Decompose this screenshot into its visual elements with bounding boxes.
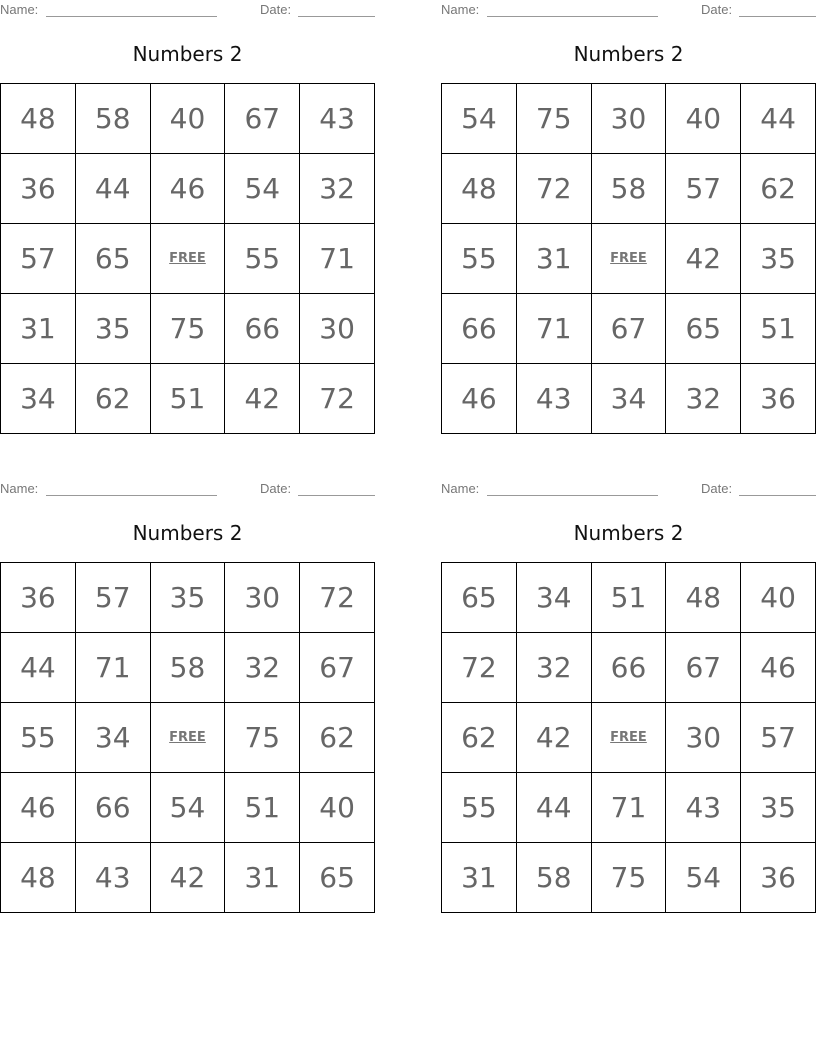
grid-cell: 67: [300, 633, 375, 703]
grid-cell: 32: [666, 364, 741, 434]
grid-cell: 67: [225, 84, 300, 154]
bingo-grid: [441, 562, 816, 913]
grid-cell: 65: [75, 224, 150, 294]
grid-cell: 36: [741, 843, 816, 913]
grid-row: [442, 294, 816, 364]
grid-cell: 71: [516, 294, 591, 364]
grid-cell: 34: [1, 364, 76, 434]
grid-cell: 42: [225, 364, 300, 434]
grid-cell: 35: [75, 294, 150, 364]
grid-cell: 35: [741, 224, 816, 294]
grid-row: [1, 364, 375, 434]
grid-row: [1, 843, 375, 913]
grid-cell: 36: [1, 154, 76, 224]
grid-cell: 48: [442, 154, 517, 224]
grid-cell: 67: [591, 294, 666, 364]
grid-cell: 46: [150, 154, 225, 224]
grid-cell: 75: [591, 843, 666, 913]
bingo-grid: [0, 83, 375, 434]
grid-row: [442, 224, 816, 294]
bingo-grid: [441, 83, 816, 434]
grid-row: [442, 154, 816, 224]
card-title: Numbers 2: [573, 521, 684, 545]
grid-cell: 48: [1, 84, 76, 154]
grid-cell: 71: [300, 224, 375, 294]
date-label: Date:: [701, 2, 733, 17]
grid-cell: 75: [516, 84, 591, 154]
grid-row: [1, 154, 375, 224]
card-title: Numbers 2: [573, 42, 684, 66]
bingo-card: [0, 479, 375, 894]
grid-cell: 31: [1, 294, 76, 364]
grid-cell: 34: [75, 703, 150, 773]
grid-cell: 31: [442, 843, 517, 913]
grid-cell: 55: [442, 224, 517, 294]
grid-row: [442, 563, 816, 633]
grid-cell: 54: [666, 843, 741, 913]
grid-cell: 58: [150, 633, 225, 703]
grid-cell: 51: [225, 773, 300, 843]
grid-cell: 57: [741, 703, 816, 773]
grid-cell: 51: [591, 563, 666, 633]
name-blank: [487, 495, 658, 496]
grid-cell: 46: [741, 633, 816, 703]
grid-row: [1, 224, 375, 294]
grid-cell: 43: [75, 843, 150, 913]
free-space: FREE: [591, 224, 666, 294]
name-blank: [46, 16, 217, 17]
grid-cell: 44: [1, 633, 76, 703]
grid-cell: 44: [516, 773, 591, 843]
grid-row: [442, 364, 816, 434]
grid-cell: 46: [442, 364, 517, 434]
grid-cell: 72: [300, 364, 375, 434]
grid-row: [442, 843, 816, 913]
grid-cell: 67: [666, 633, 741, 703]
bingo-card: [441, 0, 816, 415]
grid-cell: 72: [442, 633, 517, 703]
grid-cell: 58: [75, 84, 150, 154]
grid-cell: 72: [300, 563, 375, 633]
date-blank: [739, 495, 816, 496]
grid-cell: 40: [741, 563, 816, 633]
grid-cell: 55: [1, 703, 76, 773]
grid-cell: 30: [666, 703, 741, 773]
grid-cell: 72: [516, 154, 591, 224]
grid-row: [1, 294, 375, 364]
grid-cell: 40: [150, 84, 225, 154]
grid-cell: 62: [300, 703, 375, 773]
grid-row: [1, 773, 375, 843]
grid-cell: 65: [300, 843, 375, 913]
grid-cell: 36: [1, 563, 76, 633]
grid-row: [1, 84, 375, 154]
name-date-line: [0, 0, 375, 22]
grid-cell: 31: [225, 843, 300, 913]
free-space: FREE: [591, 703, 666, 773]
grid-cell: 42: [516, 703, 591, 773]
grid-cell: 32: [225, 633, 300, 703]
grid-cell: 65: [666, 294, 741, 364]
grid-cell: 57: [666, 154, 741, 224]
name-label: Name:: [0, 481, 39, 496]
bingo-card: [0, 0, 375, 415]
grid-row: [442, 633, 816, 703]
grid-cell: 65: [442, 563, 517, 633]
grid-cell: 42: [666, 224, 741, 294]
grid-row: [442, 703, 816, 773]
grid-cell: 32: [516, 633, 591, 703]
grid-cell: 55: [442, 773, 517, 843]
grid-cell: 34: [591, 364, 666, 434]
name-date-line: [441, 0, 816, 22]
date-label: Date:: [701, 481, 733, 496]
grid-cell: 71: [591, 773, 666, 843]
date-label: Date:: [260, 481, 292, 496]
date-blank: [298, 16, 375, 17]
grid-cell: 35: [741, 773, 816, 843]
grid-cell: 46: [1, 773, 76, 843]
grid-cell: 66: [225, 294, 300, 364]
grid-row: [442, 773, 816, 843]
grid-cell: 62: [442, 703, 517, 773]
grid-cell: 40: [300, 773, 375, 843]
grid-cell: 57: [1, 224, 76, 294]
grid-row: [1, 633, 375, 703]
date-blank: [298, 495, 375, 496]
free-space: FREE: [150, 224, 225, 294]
bingo-card: [441, 479, 816, 894]
name-blank: [46, 495, 217, 496]
grid-cell: 57: [75, 563, 150, 633]
date-label: Date:: [260, 2, 292, 17]
name-date-line: [0, 479, 375, 501]
grid-cell: 35: [150, 563, 225, 633]
grid-cell: 34: [516, 563, 591, 633]
grid-cell: 58: [516, 843, 591, 913]
grid-cell: 42: [150, 843, 225, 913]
grid-cell: 62: [75, 364, 150, 434]
free-space: FREE: [150, 703, 225, 773]
grid-cell: 43: [666, 773, 741, 843]
grid-cell: 75: [150, 294, 225, 364]
grid-cell: 55: [225, 224, 300, 294]
grid-cell: 40: [666, 84, 741, 154]
grid-cell: 66: [75, 773, 150, 843]
grid-row: [1, 563, 375, 633]
grid-cell: 32: [300, 154, 375, 224]
grid-cell: 51: [150, 364, 225, 434]
grid-cell: 43: [300, 84, 375, 154]
name-label: Name:: [441, 481, 480, 496]
date-blank: [739, 16, 816, 17]
name-label: Name:: [0, 2, 39, 17]
grid-cell: 66: [591, 633, 666, 703]
name-date-line: [441, 479, 816, 501]
grid-cell: 54: [150, 773, 225, 843]
grid-cell: 48: [666, 563, 741, 633]
grid-cell: 66: [442, 294, 517, 364]
grid-cell: 58: [591, 154, 666, 224]
grid-cell: 71: [75, 633, 150, 703]
grid-cell: 30: [300, 294, 375, 364]
grid-cell: 30: [591, 84, 666, 154]
grid-cell: 31: [516, 224, 591, 294]
grid-cell: 51: [741, 294, 816, 364]
grid-cell: 36: [741, 364, 816, 434]
grid-row: [1, 703, 375, 773]
grid-cell: 43: [516, 364, 591, 434]
grid-cell: 75: [225, 703, 300, 773]
name-blank: [487, 16, 658, 17]
grid-cell: 54: [225, 154, 300, 224]
grid-cell: 44: [741, 84, 816, 154]
grid-cell: 62: [741, 154, 816, 224]
grid-cell: 48: [1, 843, 76, 913]
grid-row: [442, 84, 816, 154]
grid-cell: 30: [225, 563, 300, 633]
card-title: Numbers 2: [132, 42, 243, 66]
grid-cell: 44: [75, 154, 150, 224]
grid-cell: 54: [442, 84, 517, 154]
name-label: Name:: [441, 2, 480, 17]
card-title: Numbers 2: [132, 521, 243, 545]
bingo-grid: [0, 562, 375, 913]
